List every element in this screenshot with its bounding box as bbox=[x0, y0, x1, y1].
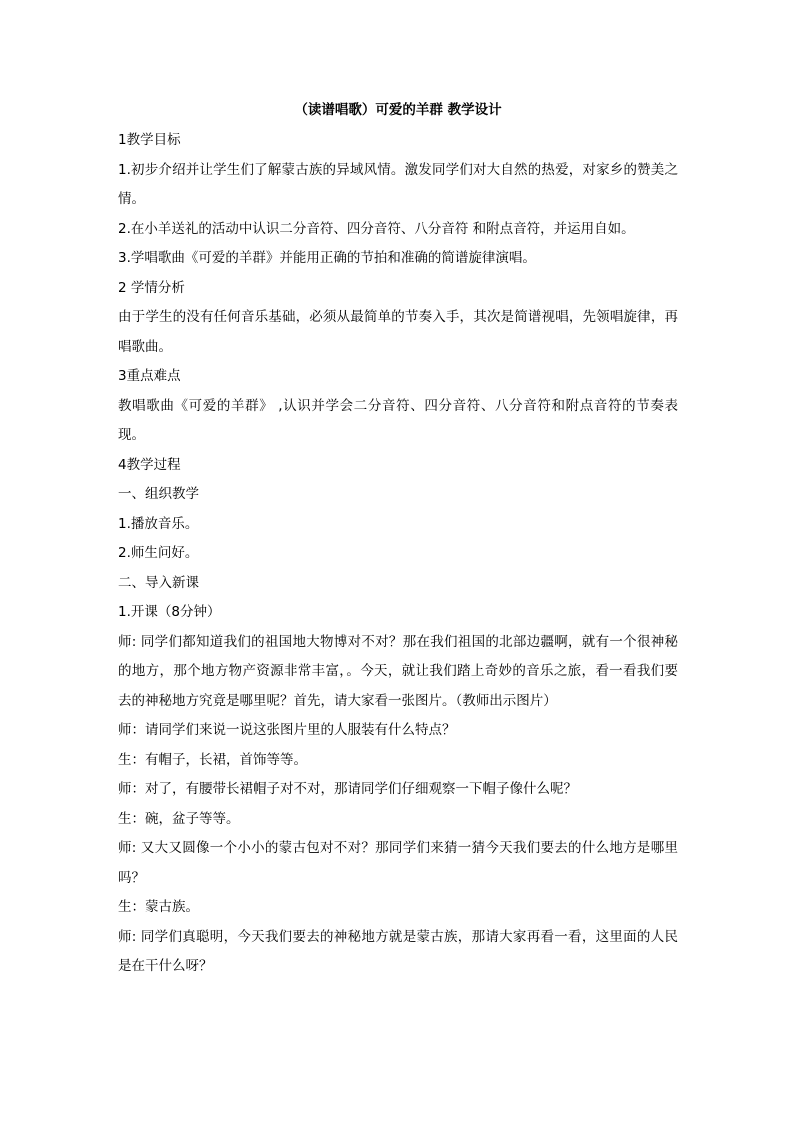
paragraph: 2.师生问好。 bbox=[118, 545, 199, 561]
paragraph: 教唱歌曲《可爱的羊群》 ,认识并学会二分音符、四分音符、八分音符和附点音符的节奏表现。 bbox=[118, 397, 678, 443]
paragraph: 1.开课（8分钟） bbox=[118, 604, 221, 620]
paragraph: 1.初步介绍并让学生们了解蒙古族的异域风情。激发同学们对大自然的热爱，对家乡的赞美之情。 bbox=[118, 161, 678, 207]
dialogue-line: 生：蒙古族。 bbox=[118, 899, 199, 915]
dialogue-line: 师：请同学们来说一说这张图片里的人服装有什么特点？ bbox=[118, 722, 456, 738]
document-title: （读谱唱歌）可爱的羊群 教学设计 bbox=[294, 102, 502, 118]
dialogue-line: 生：碗，盆子等等。 bbox=[118, 810, 240, 827]
section-heading-key-points: 3重点难点 bbox=[118, 368, 181, 384]
section-heading-analysis: 2 学情分析 bbox=[118, 279, 185, 296]
section-heading-objectives: 1教学目标 bbox=[118, 132, 181, 148]
dialogue-line: 生：有帽子，长裙，首饰等等。 bbox=[118, 751, 307, 768]
dialogue-line: 师: 又大又圆像一个小小的蒙古包对不对？那同学们来猜一猜今天我们要去的什么地方是哪里吗？ bbox=[118, 840, 678, 886]
document-page bbox=[118, 96, 678, 982]
dialogue-line: 师: 同学们真聪明，今天我们要去的神秘地方就是蒙古族，那请大家再看一看，这里面的人民是在干什么呀？ bbox=[118, 928, 678, 974]
section-heading-process: 4教学过程 bbox=[118, 456, 181, 473]
paragraph: 由于学生的没有任何音乐基础，必须从最简单的节奏入手，其次是简谱视唱，先领唱旋律，再唱歌曲。 bbox=[118, 309, 678, 355]
paragraph: 1.播放音乐。 bbox=[118, 515, 199, 532]
dialogue-line: 师: 同学们都知道我们的祖国地大物博对不对？那在我们祖国的北部边疆啊，就有一个很神秘的地方，那个地方物产资源非常丰富，。今天，就让我们踏上奇妙的音乐之旅，看一看我们要去的神秘地方究竟是哪里呢？首先，请大家看一张图片。（教师出示图片） bbox=[118, 633, 678, 709]
paragraph: 3.学唱歌曲《可爱的羊群》并能用正确的节拍和准确的简谱旋律演唱。 bbox=[118, 250, 536, 266]
subheading: 一、组织教学 bbox=[118, 486, 199, 502]
paragraph: 2.在小羊送礼的活动中认识二分音符、四分音符、八分音符 和附点音符，并运用自如。 bbox=[118, 220, 635, 237]
subheading: 二、导入新课 bbox=[118, 574, 199, 591]
dialogue-line: 师：对了，有腰带长裙帽子对不对，那请同学们仔细观察一下帽子像什么呢？ bbox=[118, 781, 577, 797]
